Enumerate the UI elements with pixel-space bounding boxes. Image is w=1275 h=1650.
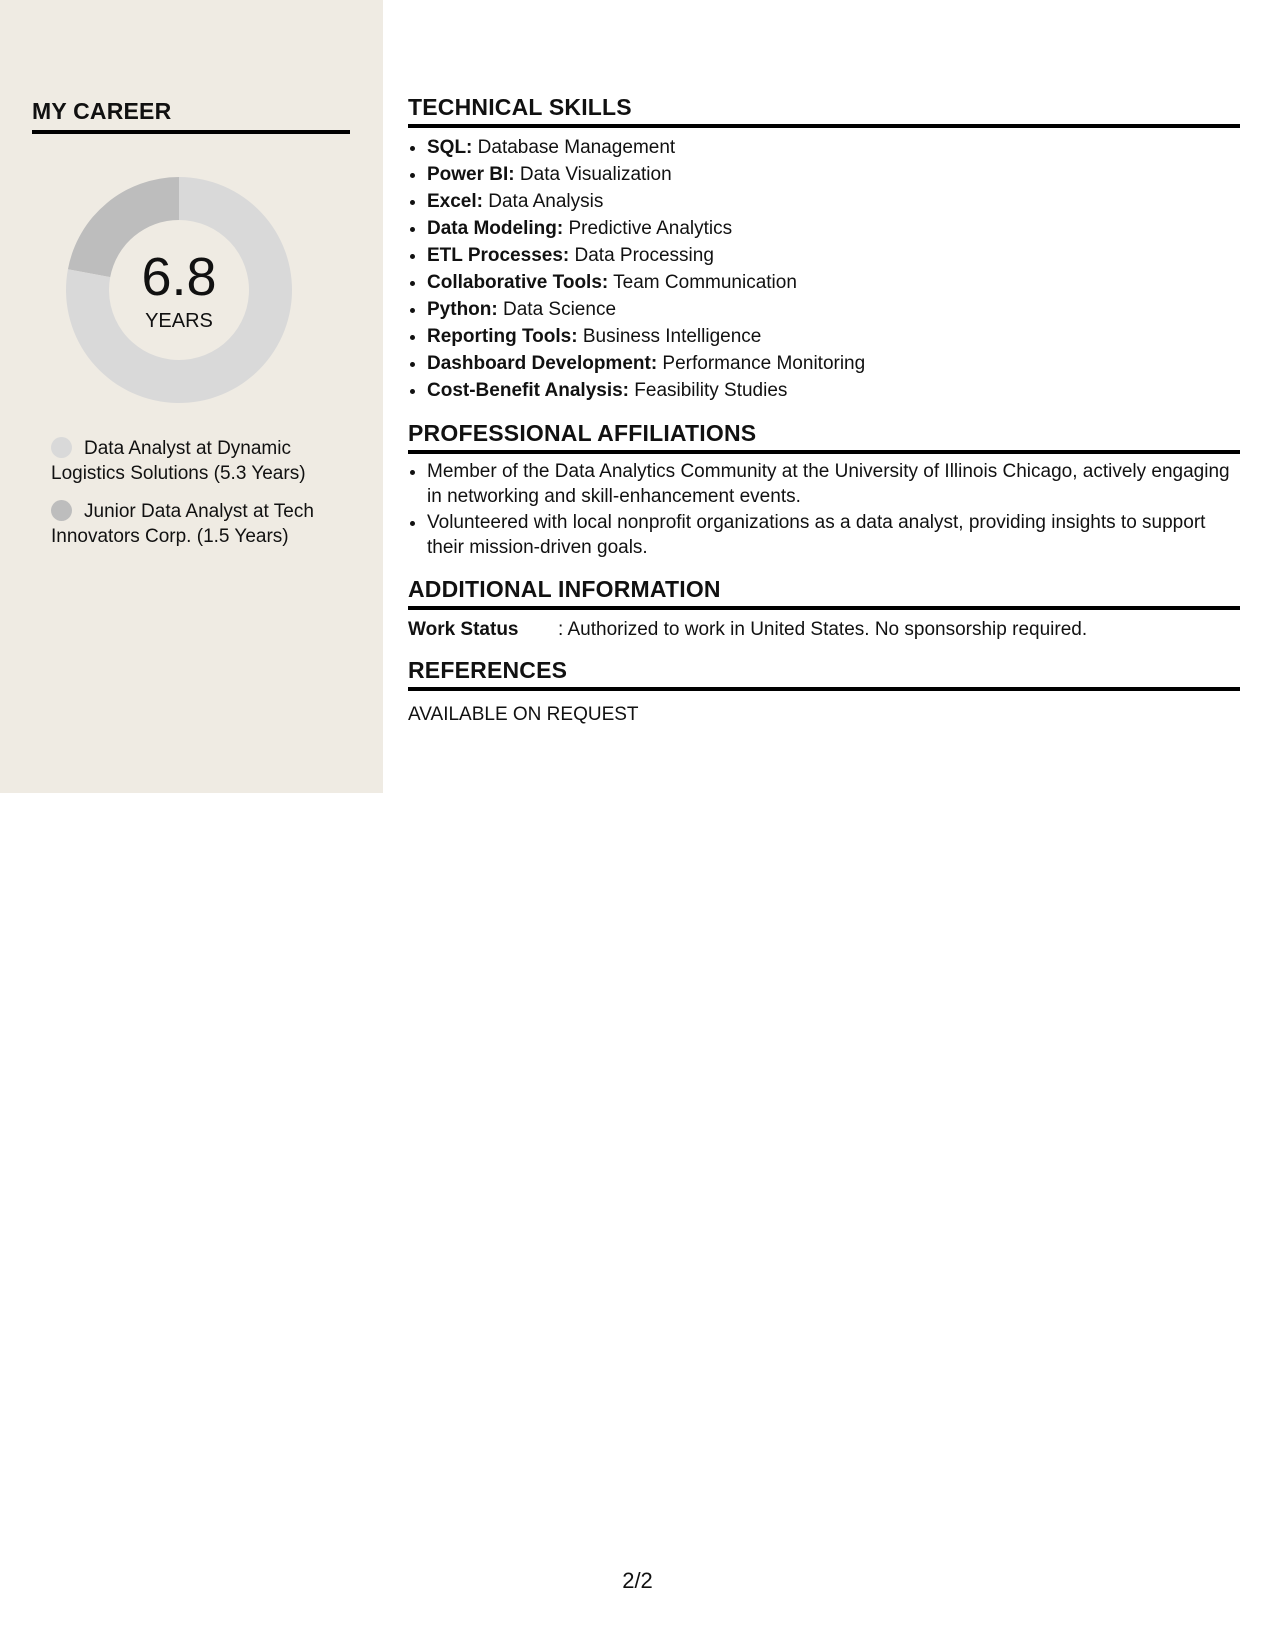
career-legend-item [51,436,341,486]
skill-description: Data Visualization [514,164,672,185]
skill-name: Data Modeling: [427,218,564,239]
career-legend [51,436,341,562]
references-heading: REFERENCES [408,657,1240,691]
career-legend-label: Junior Data Analyst at Tech Innovators Corp. (1.5 Years) [51,501,314,547]
skill-item [427,134,1240,161]
technical-skills-list [408,134,1240,404]
skill-item [427,296,1240,323]
skill-item [427,215,1240,242]
skill-description: Data Analysis [482,191,604,212]
legend-dot-icon [51,500,72,521]
affiliations-list [408,460,1240,560]
skill-name: Reporting Tools: [427,326,578,347]
skill-description: Database Management [472,137,676,158]
skill-item [427,377,1240,404]
skill-item [427,323,1240,350]
skill-item [427,269,1240,296]
references-text: AVAILABLE ON REQUEST [408,704,639,725]
skill-name: ETL Processes: [427,245,570,266]
skill-item [427,350,1240,377]
additional-info-heading: ADDITIONAL INFORMATION [408,576,1240,610]
skill-name: Collaborative Tools: [427,272,609,293]
skill-item [427,161,1240,188]
skill-description: Team Communication [608,272,797,293]
skill-item [427,242,1240,269]
skill-name: SQL: [427,137,473,158]
legend-dot-icon [51,437,72,458]
skill-name: Power BI: [427,164,515,185]
skill-name: Dashboard Development: [427,353,658,374]
career-total-years: 6.8 [141,247,217,307]
affiliation-item: • Member of the Data Analytics Community at the University of Illinois Chicago, actively engaging in networking and skill-enhancement events. [427,460,1240,509]
career-total-unit: YEARS [145,310,213,332]
skill-item [427,188,1240,215]
affiliations-heading: PROFESSIONAL AFFILIATIONS [408,420,1240,454]
technical-skills-heading: TECHNICAL SKILLS [408,94,1240,128]
skill-description: Data Processing [569,245,714,266]
career-heading: MY CAREER [32,98,350,134]
skill-name: Cost-Benefit Analysis: [427,380,629,401]
skill-name: Python: [427,299,498,320]
work-status-label: Work Status [408,619,519,640]
affiliation-item: • Volunteered with local nonprofit organizations as a data analyst, providing insights to support their mission-driven goals. [427,511,1240,560]
page-number: 2/2 [622,1568,653,1593]
skill-name: Excel: [427,191,483,212]
career-legend-label: Data Analyst at Dynamic Logistics Solutions (5.3 Years) [51,438,306,484]
skill-description: Predictive Analytics [563,218,733,239]
skill-description: Business Intelligence [577,326,762,347]
resume-main-column [408,94,1240,728]
career-legend-item [51,499,341,549]
skill-description: Data Science [497,299,617,320]
career-sidebar [0,0,383,793]
skill-description: Performance Monitoring [657,353,866,374]
work-status-value: : Authorized to work in United States. No sponsorship required. [558,619,1088,640]
skill-description: Feasibility Studies [629,380,788,401]
work-status-row [408,616,1240,643]
